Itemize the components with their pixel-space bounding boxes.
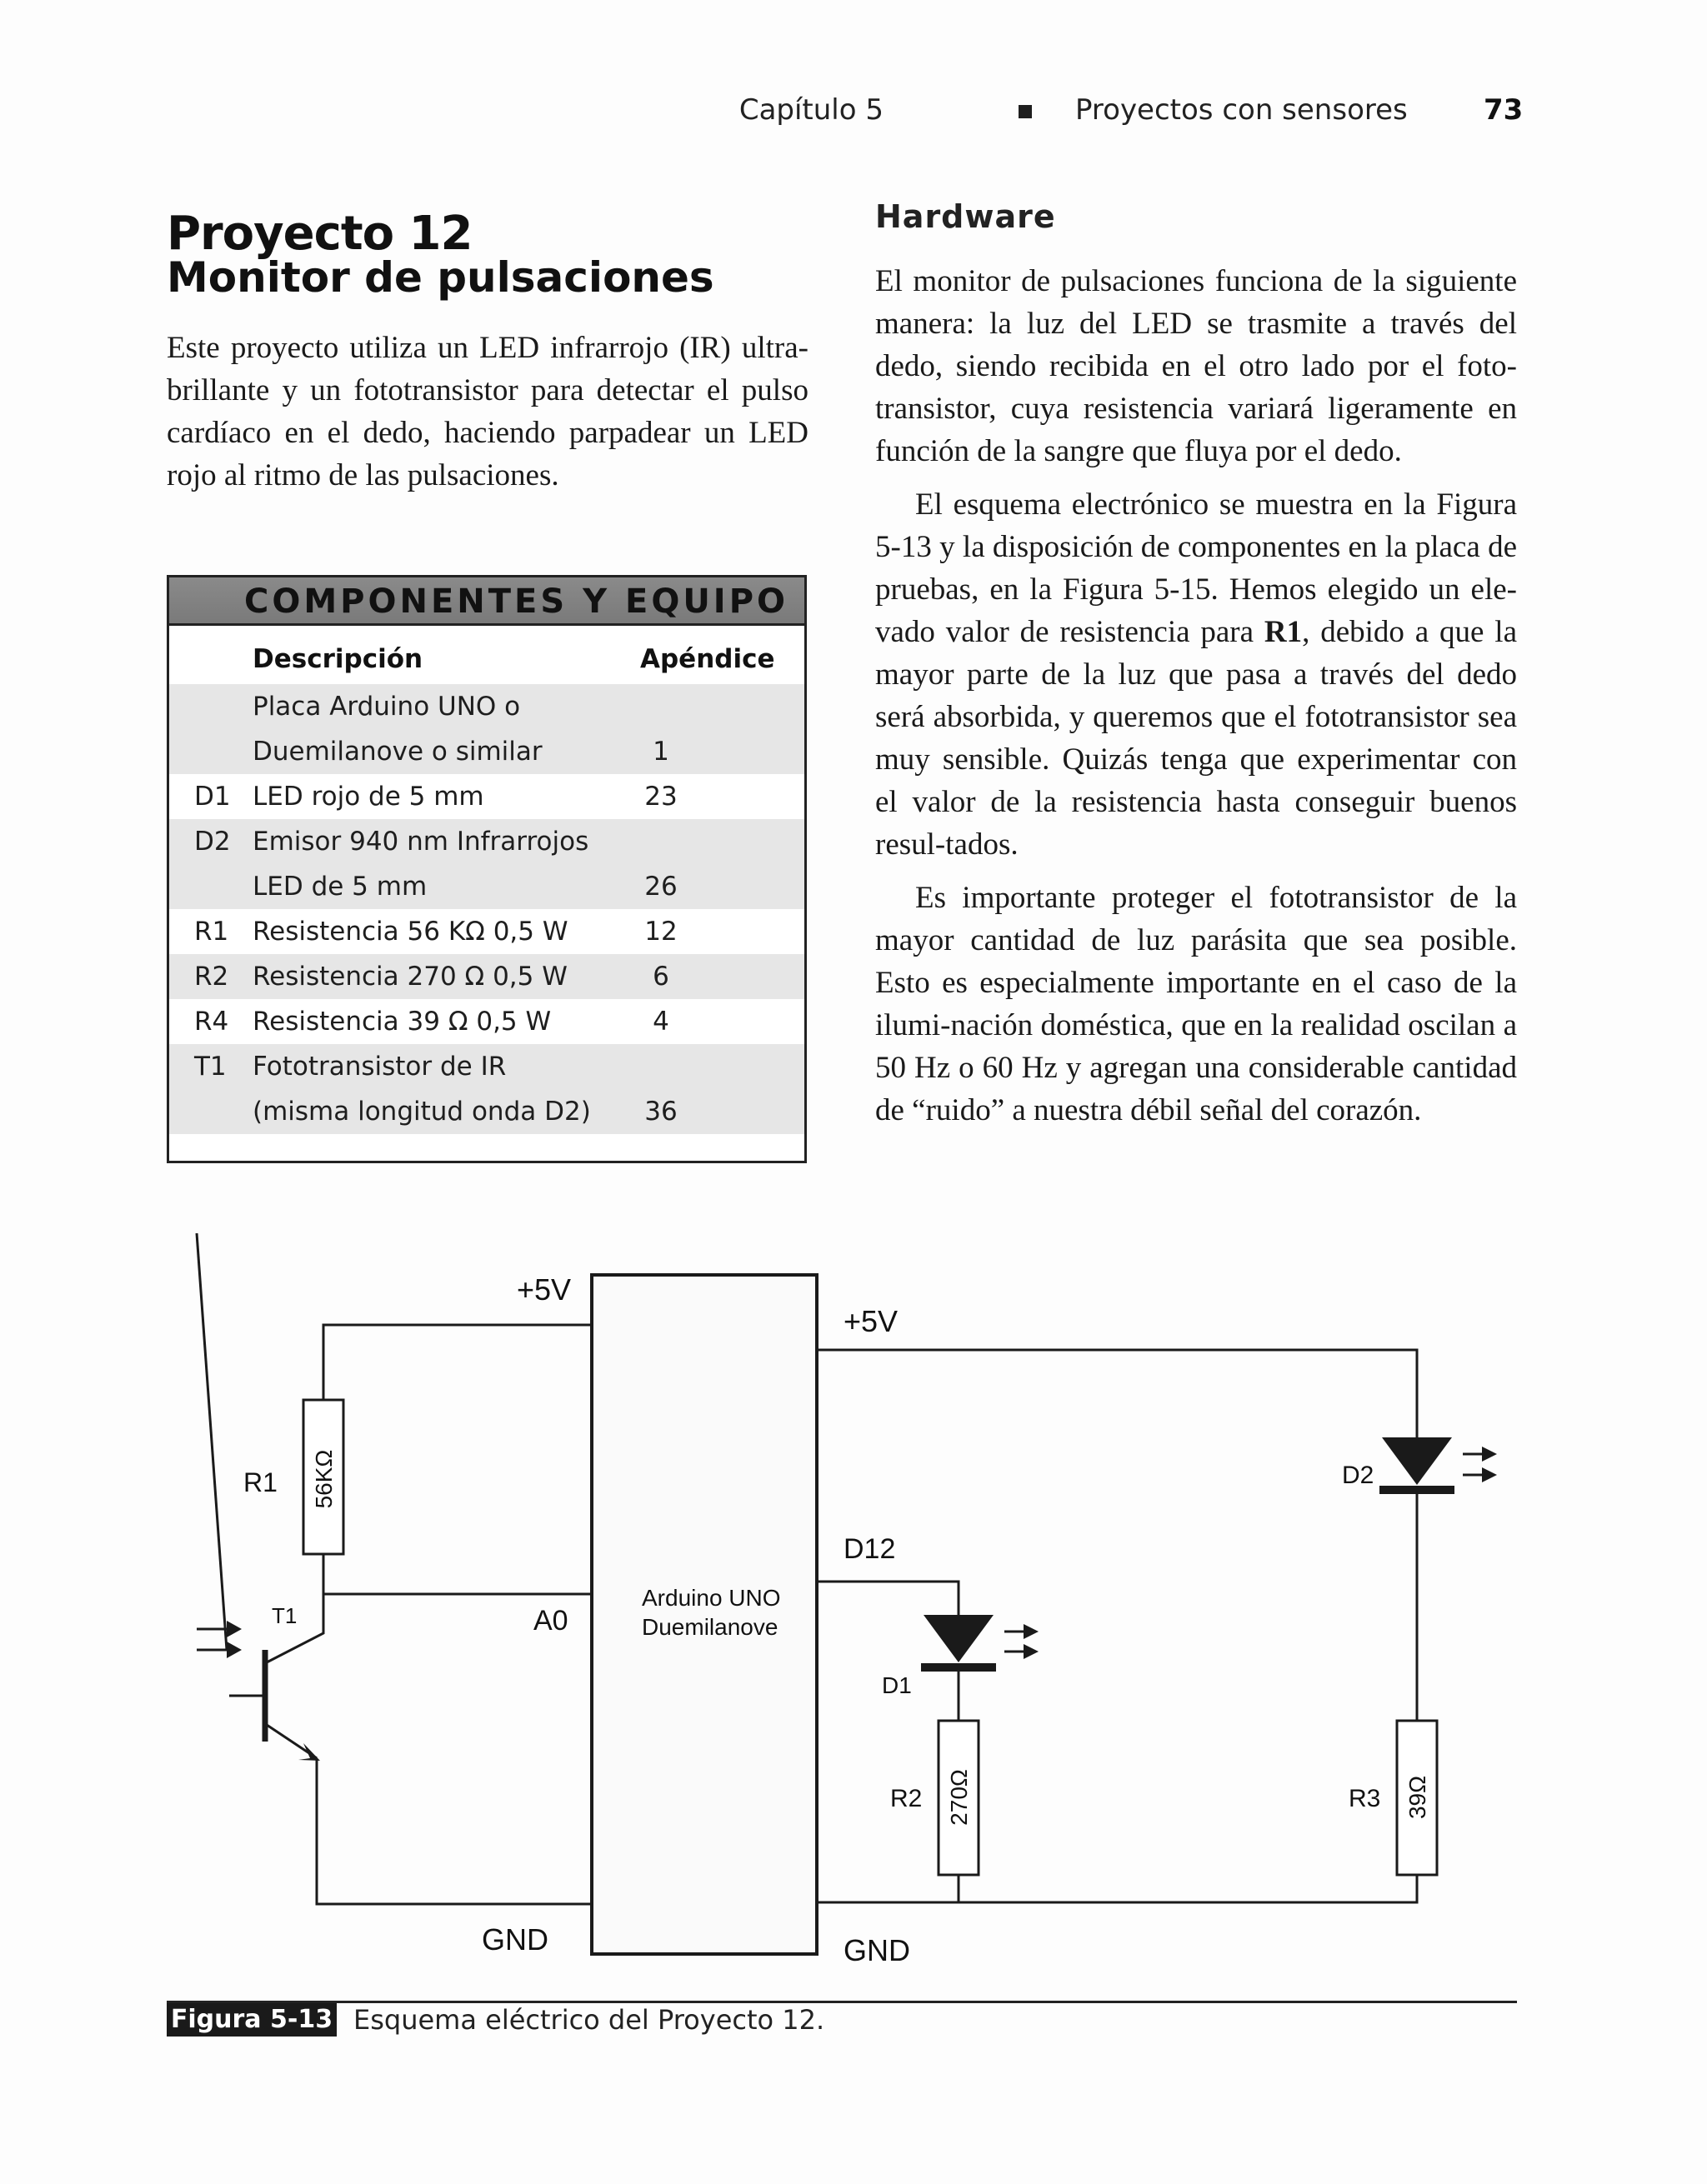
header-separator-square bbox=[1019, 105, 1032, 118]
component-description: Fototransistor de IR bbox=[253, 1052, 507, 1082]
component-row bbox=[169, 999, 804, 1044]
component-description: Resistencia 270 Ω 0,5 W bbox=[253, 962, 568, 992]
label-5v-right: +5V bbox=[843, 1304, 899, 1338]
wire-gnd-right bbox=[817, 1875, 1417, 1902]
component-id: D2 bbox=[194, 827, 231, 857]
components-title: COMPONENTES Y EQUIPO bbox=[244, 582, 789, 621]
component-row bbox=[169, 954, 804, 999]
component-appendix: 12 bbox=[644, 917, 678, 947]
label-5v-left: +5V bbox=[517, 1272, 572, 1307]
hardware-paragraph-2 bbox=[875, 483, 1517, 866]
page-number: 73 bbox=[1484, 93, 1524, 127]
hardware-paragraph-1: El monitor de pulsaciones funciona de la siguiente manera: la luz del LED se trasmite a través del dedo, siendo recibida en el otro lado por el foto-transistor, cuya resistencia variará ligeramente en función de la sangre que fluya por el dedo. bbox=[875, 264, 1517, 468]
circuit-schematic bbox=[0, 1233, 1707, 2000]
component-appendix: 26 bbox=[644, 872, 678, 902]
t1-emitter-arrow bbox=[298, 1743, 320, 1761]
component-appendix: 36 bbox=[644, 1097, 678, 1127]
label-gnd-left: GND bbox=[482, 1922, 548, 1957]
component-row bbox=[169, 1044, 804, 1134]
figure-badge: Figura 5-13 bbox=[167, 2003, 337, 2037]
running-header bbox=[0, 93, 1524, 135]
project-name: Monitor de pulsaciones bbox=[167, 253, 714, 302]
label-d1: D1 bbox=[882, 1672, 912, 1698]
hardware-paragraph-2-text-a: El esquema electrónico se muestra en la Figura 5-13 y la disposición de componentes en la placa de pruebas, en la Figura 5-15. Hemos elegido un ele-vado valor de resistencia para bbox=[875, 487, 1517, 649]
component-id: D1 bbox=[194, 782, 231, 812]
column-header-description: Descripción bbox=[253, 644, 423, 674]
hardware-paragraph-2-text-b: , debido a que la mayor parte de la luz que pasa a través del dedo será absorbida, y queremos que el fototransistor sea muy sensible. Quizás tenga que experimentar con el valor de la resistencia hasta conseguir buenos resul-tados. bbox=[875, 615, 1518, 862]
intro-paragraph: Este proyecto utiliza un LED infrarrojo (IR) ultra-brillante y un fototransistor para detectar el pulso cardíaco en el dedo, haciendo parpadear un LED rojo al ritmo de las pulsaciones. bbox=[167, 331, 808, 492]
hardware-paragraph-3: Es importante proteger el fototransistor de la mayor cantidad de luz parásita que sea posible. Esto es especialmente importante en el caso de la ilumi-nación doméstica, que en la realidad oscilan a 50 Hz o 60 Hz y agregan una considerable cantidad de “ruido” a nuestra débil señal del corazón. bbox=[875, 881, 1517, 1127]
section-label: Proyectos con sensores bbox=[1075, 93, 1408, 127]
chapter-label: Capítulo 5 bbox=[738, 93, 884, 127]
label-r2: R2 bbox=[890, 1785, 923, 1812]
wire-5v-right bbox=[817, 1350, 1417, 1437]
hardware-heading: Hardware bbox=[875, 198, 1056, 235]
label-d2: D2 bbox=[1342, 1462, 1374, 1489]
component-appendix: 23 bbox=[644, 782, 678, 812]
label-r1: R1 bbox=[243, 1467, 278, 1497]
wire-gnd-left bbox=[317, 1758, 592, 1904]
label-r3-value: 39Ω bbox=[1404, 1775, 1430, 1820]
component-appendix: 1 bbox=[653, 737, 669, 767]
component-appendix: 4 bbox=[653, 1007, 669, 1037]
component-appendix: 6 bbox=[653, 962, 669, 992]
component-description: (misma longitud onda D2) bbox=[253, 1097, 591, 1127]
component-row bbox=[169, 684, 804, 774]
label-r1-value: 56KΩ bbox=[311, 1449, 337, 1509]
component-row bbox=[169, 774, 804, 819]
column-header-appendix: Apéndice bbox=[640, 644, 775, 674]
component-description: Duemilanove o similar bbox=[253, 737, 543, 767]
label-t1: T1 bbox=[272, 1603, 298, 1628]
component-description: Resistencia 56 KΩ 0,5 W bbox=[253, 917, 568, 947]
components-box bbox=[167, 575, 807, 1163]
label-r2-value: 270Ω bbox=[946, 1769, 972, 1826]
label-a0: A0 bbox=[533, 1605, 568, 1637]
project-number: Proyecto 12 bbox=[167, 207, 473, 261]
component-row bbox=[169, 909, 804, 954]
component-id: R2 bbox=[194, 962, 229, 992]
d1-diode-triangle bbox=[924, 1615, 994, 1662]
components-header bbox=[169, 577, 804, 626]
t1-light-arrow-2 bbox=[197, 1233, 227, 1650]
d2-diode-triangle bbox=[1382, 1437, 1452, 1485]
hardware-paragraph-2-bold: R1 bbox=[1264, 615, 1303, 649]
component-description: Resistencia 39 Ω 0,5 W bbox=[253, 1007, 552, 1037]
label-board-line1: Arduino UNO bbox=[642, 1585, 781, 1611]
component-id: R1 bbox=[194, 917, 229, 947]
component-description: Emisor 940 nm Infrarrojos bbox=[253, 827, 589, 857]
component-description: Placa Arduino UNO o bbox=[253, 692, 521, 722]
wire-d12 bbox=[817, 1582, 959, 1615]
component-description: LED de 5 mm bbox=[253, 872, 428, 902]
label-d12: D12 bbox=[843, 1533, 896, 1565]
wire-5v-left bbox=[323, 1325, 592, 1400]
label-gnd-right: GND bbox=[843, 1933, 910, 1967]
component-id: R4 bbox=[194, 1007, 229, 1037]
component-id: T1 bbox=[194, 1052, 227, 1082]
label-board-line2: Duemilanove bbox=[642, 1614, 778, 1640]
component-row bbox=[169, 819, 804, 909]
figure-caption: Esquema eléctrico del Proyecto 12. bbox=[353, 2004, 825, 2036]
component-description: LED rojo de 5 mm bbox=[253, 782, 484, 812]
label-r3: R3 bbox=[1349, 1785, 1381, 1812]
